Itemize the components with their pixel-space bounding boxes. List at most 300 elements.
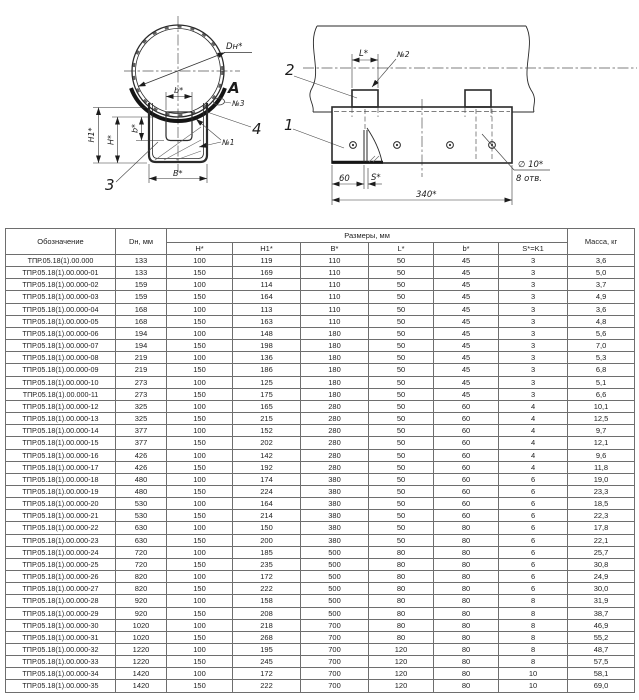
cell-S: 3 (499, 303, 568, 315)
pos2-label: 2 (285, 61, 295, 79)
cell-H1: 215 (233, 413, 301, 425)
cell-L: 50 (369, 510, 434, 522)
col-S: S*=K1 (499, 243, 568, 255)
cell-designation: ТПР.05.18(1).00.000-04 (6, 303, 116, 315)
table-row (6, 291, 635, 303)
cell-dn: 377 (116, 425, 167, 437)
cell-L: 50 (369, 279, 434, 291)
cell-mass: 31,9 (568, 595, 635, 607)
cell-dn: 194 (116, 327, 167, 339)
cell-designation: ТПР.05.18(1).00.000-19 (6, 485, 116, 497)
cell-dn: 194 (116, 340, 167, 352)
cell-H: 100 (167, 352, 233, 364)
right-view-side (303, 26, 637, 205)
weld3-label: №3 (232, 99, 245, 108)
cell-B: 380 (301, 485, 369, 497)
cell-S: 6 (499, 522, 568, 534)
cell-dn: 133 (116, 255, 167, 267)
dim-L (352, 54, 378, 88)
left-view-section (93, 16, 357, 183)
cell-S: 4 (499, 425, 568, 437)
weld1-label: №1 (222, 138, 235, 147)
cell-H1: 165 (233, 400, 301, 412)
dim-h-label: H* (106, 134, 116, 146)
cell-dn: 920 (116, 607, 167, 619)
cell-H: 150 (167, 510, 233, 522)
cell-dn: 720 (116, 546, 167, 558)
cell-B: 180 (301, 327, 369, 339)
table-row (6, 546, 635, 558)
cell-L: 50 (369, 522, 434, 534)
cell-L: 50 (369, 425, 434, 437)
cell-b: 60 (434, 437, 499, 449)
cell-S: 3 (499, 388, 568, 400)
cell-b: 80 (434, 534, 499, 546)
cell-S: 3 (499, 255, 568, 267)
cell-H: 100 (167, 376, 233, 388)
size-table (5, 228, 635, 693)
cell-b: 60 (434, 510, 499, 522)
cell-S: 8 (499, 631, 568, 643)
cell-S: 6 (499, 498, 568, 510)
cell-designation: ТПР.05.18(1).00.000-14 (6, 425, 116, 437)
size-table-body (6, 255, 635, 693)
cell-b: 80 (434, 546, 499, 558)
cell-H: 150 (167, 340, 233, 352)
table-row (6, 668, 635, 680)
cell-B: 180 (301, 364, 369, 376)
pipe-support-drawing (0, 0, 639, 228)
cell-L: 50 (369, 498, 434, 510)
cell-mass: 23,3 (568, 485, 635, 497)
cell-L: 120 (369, 656, 434, 668)
table-row (6, 473, 635, 485)
col-L: L* (369, 243, 434, 255)
cell-designation: ТПР.05.18(1).00.000-30 (6, 619, 116, 631)
cell-S: 3 (499, 327, 568, 339)
hole-count-label: 8 отв. (516, 174, 542, 184)
cell-S: 8 (499, 656, 568, 668)
cell-designation: ТПР.05.18(1).00.000-13 (6, 413, 116, 425)
cell-mass: 9,6 (568, 449, 635, 461)
cell-designation: ТПР.05.18(1).00.000 (6, 255, 116, 267)
cell-B: 110 (301, 291, 369, 303)
cell-designation: ТПР.05.18(1).00.000-31 (6, 631, 116, 643)
cell-mass: 4,9 (568, 291, 635, 303)
cell-b: 60 (434, 498, 499, 510)
cell-mass: 55,2 (568, 631, 635, 643)
cell-mass: 30,8 (568, 558, 635, 570)
cell-B: 280 (301, 449, 369, 461)
cell-mass: 9,7 (568, 425, 635, 437)
cell-mass: 58,1 (568, 668, 635, 680)
cell-B: 500 (301, 571, 369, 583)
col-B: B* (301, 243, 369, 255)
cell-L: 50 (369, 449, 434, 461)
cell-dn: 159 (116, 291, 167, 303)
cell-mass: 22,1 (568, 534, 635, 546)
cell-designation: ТПР.05.18(1).00.000-01 (6, 267, 116, 279)
gusset (364, 128, 382, 162)
cell-L: 120 (369, 680, 434, 692)
cell-mass: 12,5 (568, 413, 635, 425)
cell-L: 80 (369, 558, 434, 570)
cell-H: 150 (167, 558, 233, 570)
cell-mass: 3,6 (568, 255, 635, 267)
cell-dn: 820 (116, 583, 167, 595)
cell-S: 8 (499, 644, 568, 656)
cell-dn: 273 (116, 376, 167, 388)
lug-left (352, 90, 378, 107)
cell-S: 6 (499, 534, 568, 546)
cell-H: 150 (167, 437, 233, 449)
table-row (6, 631, 635, 643)
cell-designation: ТПР.05.18(1).00.000-07 (6, 340, 116, 352)
cell-H1: 195 (233, 644, 301, 656)
cell-H1: 163 (233, 315, 301, 327)
cell-S: 6 (499, 510, 568, 522)
cell-H1: 186 (233, 364, 301, 376)
cell-b: 80 (434, 583, 499, 595)
cell-B: 700 (301, 656, 369, 668)
cell-L: 50 (369, 315, 434, 327)
cell-H1: 200 (233, 534, 301, 546)
cell-designation: ТПР.05.18(1).00.000-11 (6, 388, 116, 400)
cell-H1: 113 (233, 303, 301, 315)
table-row (6, 607, 635, 619)
cell-L: 80 (369, 571, 434, 583)
dim-60-label: 60 (339, 174, 350, 184)
cell-dn: 273 (116, 388, 167, 400)
lug-right (465, 90, 491, 107)
cell-B: 110 (301, 303, 369, 315)
cell-H: 150 (167, 631, 233, 643)
cell-H1: 114 (233, 279, 301, 291)
cell-mass: 19,0 (568, 473, 635, 485)
cell-S: 6 (499, 485, 568, 497)
cell-b: 45 (434, 279, 499, 291)
cell-B: 280 (301, 425, 369, 437)
cell-L: 50 (369, 400, 434, 412)
cell-L: 50 (369, 534, 434, 546)
cell-H1: 175 (233, 388, 301, 400)
cell-b: 60 (434, 461, 499, 473)
table-row (6, 498, 635, 510)
cell-H: 100 (167, 498, 233, 510)
cell-mass: 25,7 (568, 546, 635, 558)
cell-designation: ТПР.05.18(1).00.000-22 (6, 522, 116, 534)
cell-H1: 222 (233, 583, 301, 595)
cell-mass: 24,9 (568, 571, 635, 583)
cell-mass: 48,7 (568, 644, 635, 656)
weld2-label: №2 (397, 50, 410, 59)
table-row (6, 571, 635, 583)
cell-dn: 325 (116, 400, 167, 412)
dim-60-S (332, 165, 382, 205)
table-row (6, 644, 635, 656)
cell-b: 60 (434, 485, 499, 497)
col-dn: Dн, мм (116, 229, 167, 255)
cell-L: 120 (369, 644, 434, 656)
cell-mass: 7,0 (568, 340, 635, 352)
cell-H: 150 (167, 607, 233, 619)
cell-B: 280 (301, 461, 369, 473)
cell-mass: 69,0 (568, 680, 635, 692)
cell-H: 100 (167, 522, 233, 534)
cell-b: 80 (434, 607, 499, 619)
cell-b: 60 (434, 413, 499, 425)
cell-mass: 3,7 (568, 279, 635, 291)
cell-designation: ТПР.05.18(1).00.000-17 (6, 461, 116, 473)
cell-mass: 38,7 (568, 607, 635, 619)
size-table-header (6, 229, 635, 255)
cell-b: 60 (434, 473, 499, 485)
cell-S: 4 (499, 400, 568, 412)
cell-L: 50 (369, 437, 434, 449)
pos4-label: 4 (252, 120, 262, 138)
cell-H: 150 (167, 364, 233, 376)
cell-B: 380 (301, 534, 369, 546)
cell-H1: 125 (233, 376, 301, 388)
table-row (6, 255, 635, 267)
cell-dn: 325 (116, 413, 167, 425)
cell-b: 80 (434, 522, 499, 534)
cell-B: 280 (301, 413, 369, 425)
table-row (6, 315, 635, 327)
dim-h (112, 117, 164, 163)
table-row (6, 656, 635, 668)
table-row (6, 619, 635, 631)
cell-H1: 185 (233, 546, 301, 558)
cell-dn: 1220 (116, 656, 167, 668)
cell-mass: 18,5 (568, 498, 635, 510)
cell-mass: 3,6 (568, 303, 635, 315)
cell-designation: ТПР.05.18(1).00.000-35 (6, 680, 116, 692)
cell-H1: 164 (233, 498, 301, 510)
cell-H1: 119 (233, 255, 301, 267)
cell-dn: 133 (116, 267, 167, 279)
cell-designation: ТПР.05.18(1).00.000-34 (6, 668, 116, 680)
col-H: H* (167, 243, 233, 255)
cell-H1: 268 (233, 631, 301, 643)
cell-designation: ТПР.05.18(1).00.000-23 (6, 534, 116, 546)
cell-B: 110 (301, 315, 369, 327)
cell-B: 700 (301, 668, 369, 680)
hole-dia-label: ∅ 10* (518, 160, 544, 170)
cell-H1: 172 (233, 571, 301, 583)
cell-H: 100 (167, 595, 233, 607)
table-row (6, 595, 635, 607)
technical-drawing (0, 0, 639, 228)
cell-dn: 530 (116, 498, 167, 510)
cell-dn: 480 (116, 473, 167, 485)
cell-dn: 159 (116, 279, 167, 291)
cell-dn: 630 (116, 534, 167, 546)
cell-designation: ТПР.05.18(1).00.000-21 (6, 510, 116, 522)
cell-B: 380 (301, 498, 369, 510)
col-sizes-group: Размеры, мм (167, 229, 568, 243)
cell-b: 45 (434, 327, 499, 339)
cell-S: 8 (499, 619, 568, 631)
cell-H1: 208 (233, 607, 301, 619)
cell-B: 280 (301, 437, 369, 449)
cell-L: 50 (369, 327, 434, 339)
cell-H: 100 (167, 425, 233, 437)
cell-H1: 136 (233, 352, 301, 364)
cell-designation: ТПР.05.18(1).00.000-09 (6, 364, 116, 376)
cell-H: 150 (167, 534, 233, 546)
cell-B: 700 (301, 619, 369, 631)
cell-L: 80 (369, 546, 434, 558)
cell-b: 80 (434, 680, 499, 692)
cell-dn: 1420 (116, 680, 167, 692)
cell-designation: ТПР.05.18(1).00.000-08 (6, 352, 116, 364)
cell-H: 150 (167, 583, 233, 595)
cell-H1: 235 (233, 558, 301, 570)
cell-dn: 480 (116, 485, 167, 497)
table-row (6, 303, 635, 315)
table-row (6, 340, 635, 352)
cell-H1: 164 (233, 291, 301, 303)
cell-designation: ТПР.05.18(1).00.000-12 (6, 400, 116, 412)
dim-h1 (93, 108, 147, 164)
cell-B: 700 (301, 644, 369, 656)
table-row (6, 327, 635, 339)
cell-H1: 152 (233, 425, 301, 437)
cell-B: 180 (301, 376, 369, 388)
cell-H1: 202 (233, 437, 301, 449)
table-row (6, 352, 635, 364)
cell-H1: 172 (233, 668, 301, 680)
cell-b: 45 (434, 267, 499, 279)
cell-dn: 1220 (116, 644, 167, 656)
cell-b: 80 (434, 644, 499, 656)
cell-b: 45 (434, 376, 499, 388)
cell-H: 100 (167, 279, 233, 291)
cell-H: 150 (167, 485, 233, 497)
cell-mass: 11,8 (568, 461, 635, 473)
cell-H1: 150 (233, 522, 301, 534)
cell-designation: ТПР.05.18(1).00.000-16 (6, 449, 116, 461)
cell-S: 4 (499, 461, 568, 473)
dim-b-top-label: b* (174, 86, 184, 95)
cell-H: 150 (167, 267, 233, 279)
cell-dn: 426 (116, 461, 167, 473)
cell-designation: ТПР.05.18(1).00.000-03 (6, 291, 116, 303)
hidden-edges (334, 108, 510, 161)
cell-H: 100 (167, 644, 233, 656)
table-row (6, 364, 635, 376)
cell-H: 150 (167, 413, 233, 425)
cell-mass: 30,0 (568, 583, 635, 595)
cell-H1: 148 (233, 327, 301, 339)
cell-B: 110 (301, 279, 369, 291)
dim-B-label: B* (173, 169, 183, 178)
cell-B: 380 (301, 510, 369, 522)
cell-L: 50 (369, 461, 434, 473)
cell-H1: 214 (233, 510, 301, 522)
cell-H1: 169 (233, 267, 301, 279)
cell-mass: 5,1 (568, 376, 635, 388)
table-row (6, 583, 635, 595)
dim-340-label: 340* (416, 190, 437, 200)
table-row (6, 425, 635, 437)
cell-L: 80 (369, 619, 434, 631)
cell-L: 50 (369, 388, 434, 400)
cell-H1: 192 (233, 461, 301, 473)
cell-b: 80 (434, 631, 499, 643)
cell-H: 100 (167, 303, 233, 315)
cell-dn: 168 (116, 303, 167, 315)
table-row (6, 485, 635, 497)
cell-B: 700 (301, 631, 369, 643)
cell-S: 3 (499, 364, 568, 376)
cell-L: 50 (369, 485, 434, 497)
cell-L: 50 (369, 255, 434, 267)
cell-L: 80 (369, 595, 434, 607)
cell-S: 4 (499, 437, 568, 449)
cell-B: 500 (301, 607, 369, 619)
cell-H1: 142 (233, 449, 301, 461)
cell-S: 3 (499, 291, 568, 303)
cell-dn: 1020 (116, 619, 167, 631)
cell-b: 80 (434, 558, 499, 570)
cell-H: 100 (167, 619, 233, 631)
cell-S: 6 (499, 546, 568, 558)
dim-b-side-label: b* (130, 123, 140, 134)
cell-B: 380 (301, 473, 369, 485)
cell-b: 80 (434, 595, 499, 607)
cell-S: 3 (499, 315, 568, 327)
cell-dn: 1420 (116, 668, 167, 680)
cell-H1: 158 (233, 595, 301, 607)
cell-L: 80 (369, 583, 434, 595)
table-row (6, 388, 635, 400)
cell-H1: 222 (233, 680, 301, 692)
cell-L: 50 (369, 303, 434, 315)
cell-H1: 174 (233, 473, 301, 485)
col-H1: H1* (233, 243, 301, 255)
cell-L: 50 (369, 267, 434, 279)
table-row (6, 400, 635, 412)
cell-b: 45 (434, 340, 499, 352)
table-row (6, 267, 635, 279)
cell-designation: ТПР.05.18(1).00.000-26 (6, 571, 116, 583)
cell-dn: 219 (116, 352, 167, 364)
cell-S: 3 (499, 340, 568, 352)
cell-S: 3 (499, 376, 568, 388)
cell-B: 180 (301, 388, 369, 400)
cell-b: 80 (434, 656, 499, 668)
cell-b: 45 (434, 364, 499, 376)
cell-dn: 377 (116, 437, 167, 449)
cell-H: 150 (167, 656, 233, 668)
cell-designation: ТПР.05.18(1).00.000-10 (6, 376, 116, 388)
cell-H: 100 (167, 255, 233, 267)
cell-L: 50 (369, 364, 434, 376)
cell-H: 150 (167, 680, 233, 692)
table-row (6, 437, 635, 449)
cell-b: 80 (434, 571, 499, 583)
cell-dn: 720 (116, 558, 167, 570)
cell-b: 45 (434, 352, 499, 364)
cell-L: 80 (369, 607, 434, 619)
cell-S: 6 (499, 571, 568, 583)
weld2-leader (372, 59, 396, 87)
cell-dn: 426 (116, 449, 167, 461)
cell-dn: 219 (116, 364, 167, 376)
cell-H: 150 (167, 315, 233, 327)
